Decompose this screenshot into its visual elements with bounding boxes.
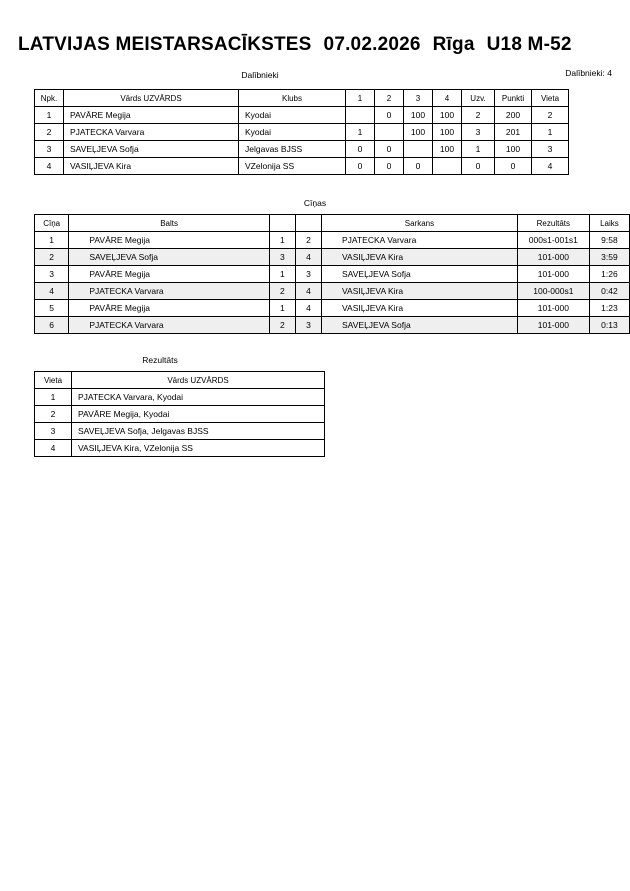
cell-name: VASIĻJEVA Kira [64,158,239,175]
table-header-row [35,372,325,389]
col-red-num [295,215,321,232]
table-header-row [35,90,569,107]
cell-name: SAVEĻJEVA Sofja [64,141,239,158]
table-row [35,406,325,423]
col-place: Vieta [532,90,569,107]
col-time: Laiks [589,215,629,232]
cell-score-3 [404,141,433,158]
cell-fight-nr: 3 [35,266,69,283]
cell-score-4: 100 [433,124,462,141]
col-wins: Uzv. [462,90,495,107]
cell-nr: 3 [35,141,64,158]
cell-wins: 2 [462,107,495,124]
cell-white: PJATECKA Varvara [69,317,270,334]
cell-club: Kyodai [239,124,346,141]
cell-club: Jelgavas BJSS [239,141,346,158]
cell-result: 101-000 [517,300,589,317]
cell-result-name: PJATECKA Varvara, Kyodai [72,389,325,406]
cell-name: PJATECKA Varvara [64,124,239,141]
col-club: Klubs [239,90,346,107]
table-row [35,423,325,440]
title-competition: LATVIJAS MEISTARSACĪKSTES [18,34,312,55]
cell-white-num: 3 [269,249,295,266]
cell-score-1: 1 [346,124,375,141]
cell-time: 9:58 [589,232,629,249]
cell-red-num: 4 [295,283,321,300]
table-row [35,249,630,266]
table-row [35,141,569,158]
cell-score-3: 100 [404,107,433,124]
cell-result: 101-000 [517,266,589,283]
cell-time: 1:26 [589,266,629,283]
cell-white: PJATECKA Varvara [69,283,270,300]
results-section-label: Rezultāts [142,355,178,365]
cell-nr: 4 [35,158,64,175]
cell-red-num: 4 [295,249,321,266]
cell-score-3: 100 [404,124,433,141]
cell-club: Kyodai [239,107,346,124]
col-score-3: 3 [404,90,433,107]
participants-count: Dalībnieki: 4 [565,68,612,78]
table-row [35,107,569,124]
title-date: 07.02.2026 [323,34,421,55]
cell-result: 101-000 [517,249,589,266]
cell-result: 000s1-001s1 [517,232,589,249]
participants-section-label: Dalībnieki [241,70,279,80]
cell-result-name: PAVĀRE Megija, Kyodai [72,406,325,423]
col-result: Rezultāts [517,215,589,232]
cell-place: 3 [532,141,569,158]
table-row [35,300,630,317]
cell-white: PAVĀRE Megija [69,266,270,283]
cell-place: 1 [532,124,569,141]
cell-points: 100 [495,141,532,158]
cell-red: VASIĻJEVA Kira [322,300,518,317]
cell-place: 4 [532,158,569,175]
cell-red: SAVEĻJEVA Sofja [322,266,518,283]
cell-red: VASIĻJEVA Kira [322,249,518,266]
cell-fight-nr: 6 [35,317,69,334]
cell-fight-nr: 1 [35,232,69,249]
cell-fight-nr: 2 [35,249,69,266]
cell-points: 200 [495,107,532,124]
cell-score-3: 0 [404,158,433,175]
cell-result: 100-000s1 [517,283,589,300]
table-row [35,266,630,283]
cell-points: 0 [495,158,532,175]
col-white: Balts [69,215,270,232]
col-nr: Npk. [35,90,64,107]
cell-result-name: VASIĻJEVA Kira, VZelonija SS [72,440,325,457]
cell-score-4 [433,158,462,175]
cell-club: VZelonija SS [239,158,346,175]
cell-red-num: 4 [295,300,321,317]
cell-name: PAVĀRE Megija [64,107,239,124]
cell-fight-nr: 5 [35,300,69,317]
col-points: Punkti [495,90,532,107]
table-row [35,124,569,141]
cell-score-1 [346,107,375,124]
cell-time: 0:42 [589,283,629,300]
fights-section-label: Cīņas [303,198,327,208]
cell-nr: 2 [35,124,64,141]
cell-score-2: 0 [375,158,404,175]
col-result-name: Vārds UZVĀRDS [72,372,325,389]
cell-red: SAVEĻJEVA Sofja [322,317,518,334]
cell-time: 3:59 [589,249,629,266]
cell-wins: 1 [462,141,495,158]
table-row [35,440,325,457]
cell-score-1: 0 [346,158,375,175]
results-table [34,371,325,457]
col-score-4: 4 [433,90,462,107]
cell-result-name: SAVEĻJEVA Sofja, Jelgavas BJSS [72,423,325,440]
table-header-row [35,215,630,232]
cell-result-place: 1 [35,389,72,406]
participants-table [34,89,569,175]
table-row [35,389,325,406]
cell-white: PAVĀRE Megija [69,300,270,317]
cell-red: VASIĻJEVA Kira [322,283,518,300]
cell-white-num: 1 [269,266,295,283]
cell-score-1: 0 [346,141,375,158]
col-white-num [269,215,295,232]
cell-result-place: 4 [35,440,72,457]
col-name: Vārds UZVĀRDS [64,90,239,107]
col-score-1: 1 [346,90,375,107]
fights-table [34,214,630,334]
cell-score-2 [375,124,404,141]
col-fight-nr: Cīņa [35,215,69,232]
cell-fight-nr: 4 [35,283,69,300]
cell-score-2: 0 [375,141,404,158]
cell-white-num: 1 [269,232,295,249]
cell-wins: 3 [462,124,495,141]
cell-white-num: 1 [269,300,295,317]
page-title [18,34,572,56]
cell-red: PJATECKA Varvara [322,232,518,249]
cell-nr: 1 [35,107,64,124]
cell-result: 101-000 [517,317,589,334]
cell-points: 201 [495,124,532,141]
col-result-place: Vieta [35,372,72,389]
title-category: U18 M-52 [486,34,572,55]
cell-time: 0:13 [589,317,629,334]
cell-wins: 0 [462,158,495,175]
cell-result-place: 2 [35,406,72,423]
table-row [35,232,630,249]
table-row [35,283,630,300]
cell-time: 1:23 [589,300,629,317]
cell-white-num: 2 [269,317,295,334]
cell-red-num: 2 [295,232,321,249]
cell-white-num: 2 [269,283,295,300]
table-row [35,317,630,334]
col-red: Sarkans [322,215,518,232]
cell-red-num: 3 [295,317,321,334]
cell-score-4: 100 [433,107,462,124]
cell-place: 2 [532,107,569,124]
col-score-2: 2 [375,90,404,107]
cell-score-4: 100 [433,141,462,158]
table-row [35,158,569,175]
cell-score-2: 0 [375,107,404,124]
cell-white: SAVEĻJEVA Sofja [69,249,270,266]
cell-white: PAVĀRE Megija [69,232,270,249]
cell-red-num: 3 [295,266,321,283]
title-city: Rīga [432,34,475,55]
cell-result-place: 3 [35,423,72,440]
